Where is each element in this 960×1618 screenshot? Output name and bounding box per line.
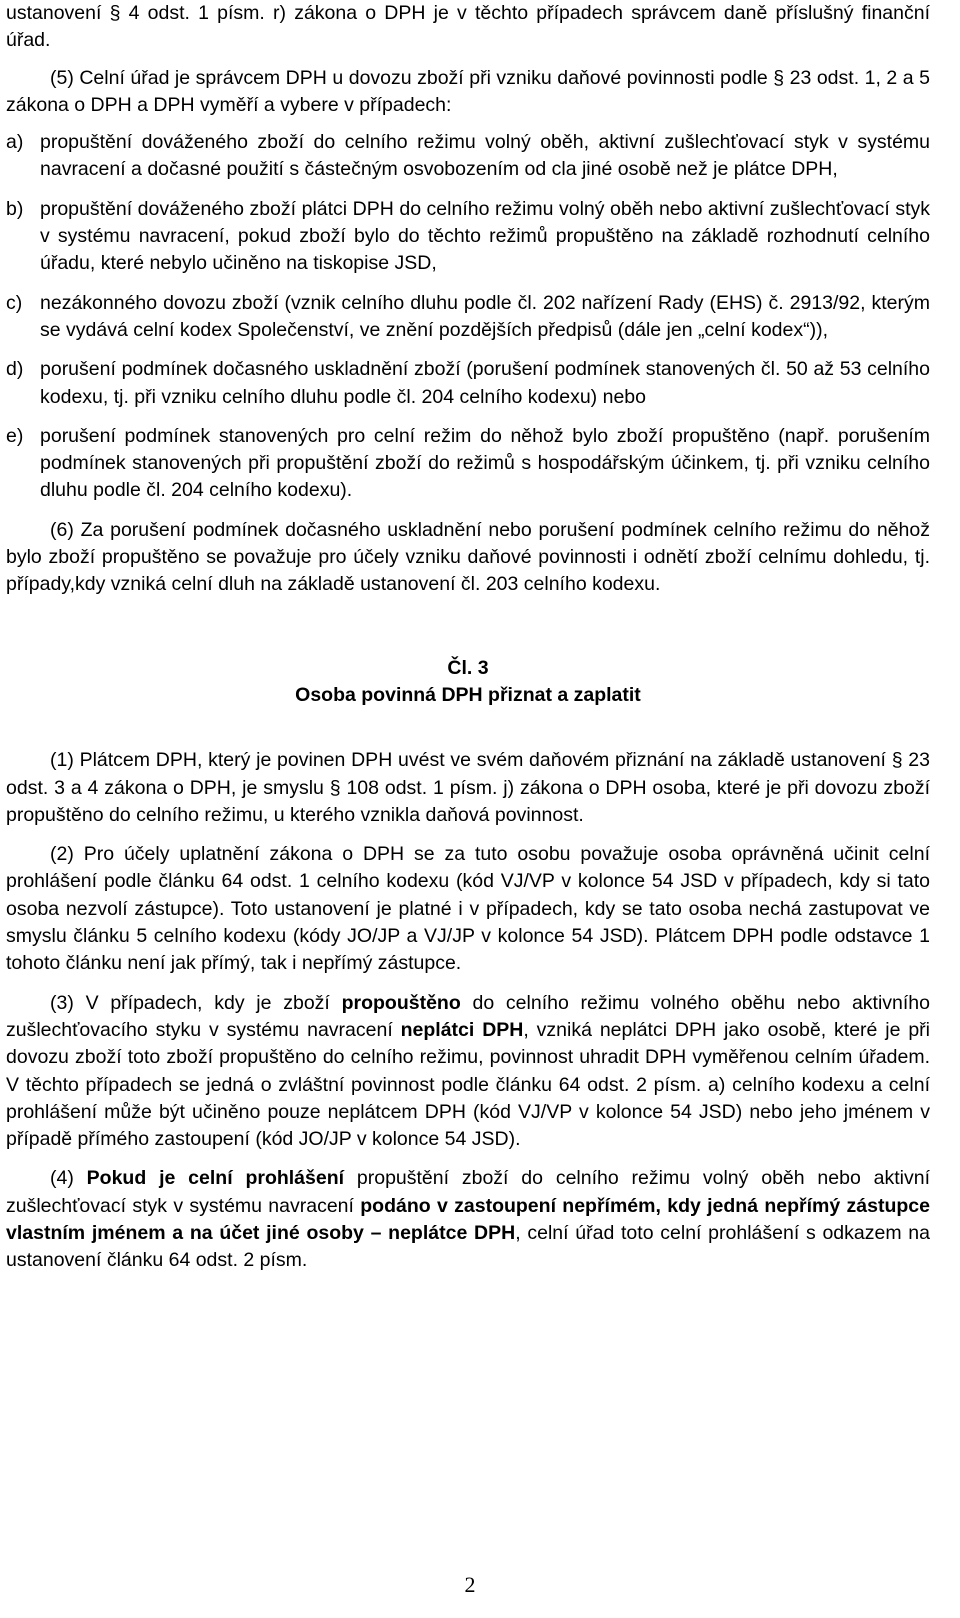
bold-run: neplátci DPH [400,1018,524,1041]
article-paragraph-4 [6,1165,930,1274]
list-item-a [6,129,930,184]
list-item-e [6,423,930,505]
list-item-c [6,290,930,345]
list-item-text: nezákonného dovozu zboží (vznik celního dluhu podle čl. 202 nařízení Rady (EHS) č. 2913/92, kterým se vydává celní kodex Společenství, ve znění pozdějších předpisů (dále jen „celní kodex“)), [40,291,930,341]
list-marker: b) [6,197,24,220]
list-marker: c) [6,291,23,314]
paragraph-6: (6) Za porušení podmínek dočasného uskladnění nebo porušení podmínek celního režimu do něhož bylo zboží propuštěno se považuje pro účely vzniku daňové povinnosti i odnětí zboží celnímu dohledu, tj. případy,kdy vzniká celní dluh na základě ustanovení čl. 203 celního kodexu. [6,518,930,596]
article-paragraph-3 [6,990,930,1154]
article-paragraph-1: (1) Plátcem DPH, který je povinen DPH uvést ve svém daňovém přiznání na základě ustanovení § 23 odst. 3 a 4 zákona o DPH, je smyslu § 108 odst. 1 písm. j) zákona o DPH osoba, které je při dovozu zboží propuštěno do celního režimu, u kterého vznikla daňová povinnost. [6,749,930,826]
text-run: do celního režimu volného oběhu nebo aktivního zušlechťovacího styku v systému navracení [6,991,931,1041]
text-run: (3) V případech, kdy je zboží [50,991,342,1014]
article-number: Čl. 3 [447,656,489,679]
text-run: , celní úřad toto celní prohlášení s odkazem na ustanovení článku 64 odst. 2 písm. [6,1221,930,1272]
text-run: propuštění zboží do celního režimu volný oběh nebo aktivní zušlechťovací styk v systému navracení [6,1167,930,1217]
list-item-text: porušení podmínek dočasného uskladnění zboží (porušení podmínek stanovených čl. 50 až 53 celního kodexu, tj. při vzniku celního dluhu podle čl. 204 celního kodexu) nebo [40,358,930,408]
list-item-text: porušení podmínek stanovených pro celní režim do něhož bylo zboží propuštěno (např. porušením podmínek stanovených při propuštění zboží do režimů s hospodářským účinkem, tj. při vzniku celního dluhu podle čl. 204 celního kodexu). [40,424,930,502]
article-paragraph-2: (2) Pro účely uplatnění zákona o DPH se za tuto osobu považuje osoba oprávněná učinit celní prohlášení podle článku 64 odst. 1 celního kodexu (kód VJ/VP v kolonce 54 JSD v případech, kdy si tato osoba nezvolí zástupce). Toto ustanovení je platné i v případech, kdy se tato osoba nechá zastupovat ve smyslu článku 5 celního kodexu (kódy JO/JP a VJ/JP v kolonce 54 JSD). Plátcem DPH podle odstavce 1 tohoto článku není jak přímý, tak i nepřímý zástupce. [6,843,930,975]
page-number: 2 [464,1572,476,1597]
bold-run: Pokud je celní prohlášení [86,1167,345,1190]
list-item-text: propuštění dováženého zboží do celního režimu volný oběh, aktivní zušlechťovací styk v systému navracení a dočasné použití s částečným osvobozením od cla jiné osobě než je plátce DPH, [40,131,930,181]
list-marker: a) [6,131,24,154]
paragraph-5: (5) Celní úřad je správcem DPH u dovozu zboží při vzniku daňové povinnosti podle § 23 odst. 1, 2 a 5 zákona o DPH a DPH vyměří a vybere v případech: [6,66,930,116]
text-run: (4) [50,1167,87,1190]
list-marker: e) [6,424,24,447]
text-run: , vzniká neplátci DPH jako osobě, které je při dovozu zboží toto zboží propuštěno do celního režimu, povinnost uhradit DPH vyměřenou celním úřadem. V těchto případech se jedná o zvláštní povinnost podle článku 64 odst. 2 písm. a) celního kodexu a celní prohlášení může být učiněno pouze neplátcem DPH (kód VJ/VP v kolonce 54 JSD) nebo jeho jménem v případě přímého zastoupení (kód JO/JP v kolonce 54 JSD). [6,1018,930,1151]
document-body [6,0,930,1275]
intro-continuation: ustanovení § 4 odst. 1 písm. r) zákona o DPH je v těchto případech správcem daně příslušný finanční úřad. [6,2,930,52]
bold-run: propouštěno [341,991,461,1014]
list-item-text: propuštění dováženého zboží plátci DPH do celního režimu volný oběh nebo aktivní zušlechťovací styk v systému navracení, pokud zboží bylo do těchto režimů propuštěno na základě rozhodnutí celního úřadu, které nebylo učiněno na tiskopise JSD, [40,197,930,275]
article-title: Osoba povinná DPH přiznat a zaplatit [295,683,641,706]
list-item-d [6,356,930,411]
bold-run: podáno v zastoupení nepřímém, kdy jedná nepřímý zástupce vlastním jménem a na účet jiné osoby – neplátce DPH [6,1194,930,1244]
list-marker: d) [6,358,24,381]
list-item-b [6,196,930,278]
